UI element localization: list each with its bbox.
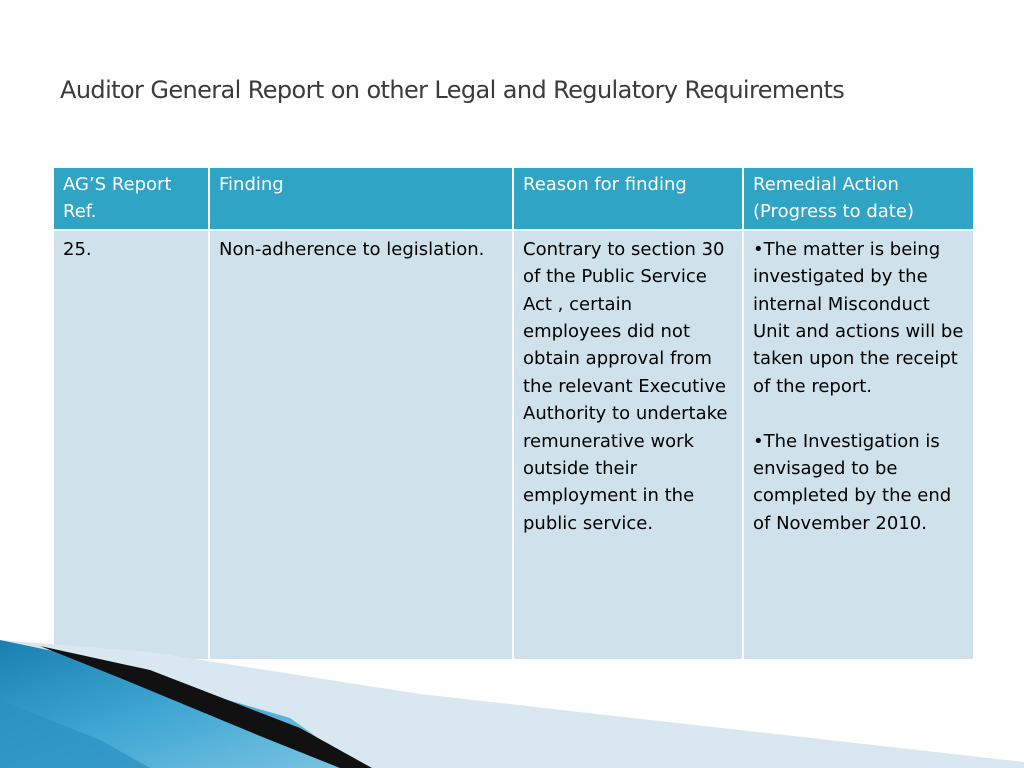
cell-finding: Non-adherence to legislation.: [209, 230, 513, 660]
cell-remedial-action: [743, 230, 974, 660]
column-header-reason: Reason for finding: [513, 167, 743, 230]
column-header-remedial-action: Remedial Action (Progress to date): [743, 167, 974, 230]
table-header-row: [53, 167, 974, 230]
cell-reason: Contrary to section 30 of the Public Service Act , certain employees did not obtain approval from the relevant Executive Authority to undertake remunerative work outside their employment in the public service.: [513, 230, 743, 660]
page-title: Auditor General Report on other Legal and Regulatory Requirements: [60, 76, 845, 104]
column-header-finding: Finding: [209, 167, 513, 230]
report-table: [52, 166, 975, 661]
column-header-ref: AG’S Report Ref.: [53, 167, 209, 230]
table-row: [53, 230, 974, 660]
remedial-action-item: •The Investigation is envisaged to be completed by the end of November 2010.: [753, 430, 952, 534]
decorative-swoosh: [0, 600, 1024, 768]
cell-ref: 25.: [53, 230, 209, 660]
remedial-action-item: •The matter is being investigated by the internal Misconduct Unit and actions will be taken upon the receipt of the report.: [753, 238, 964, 397]
